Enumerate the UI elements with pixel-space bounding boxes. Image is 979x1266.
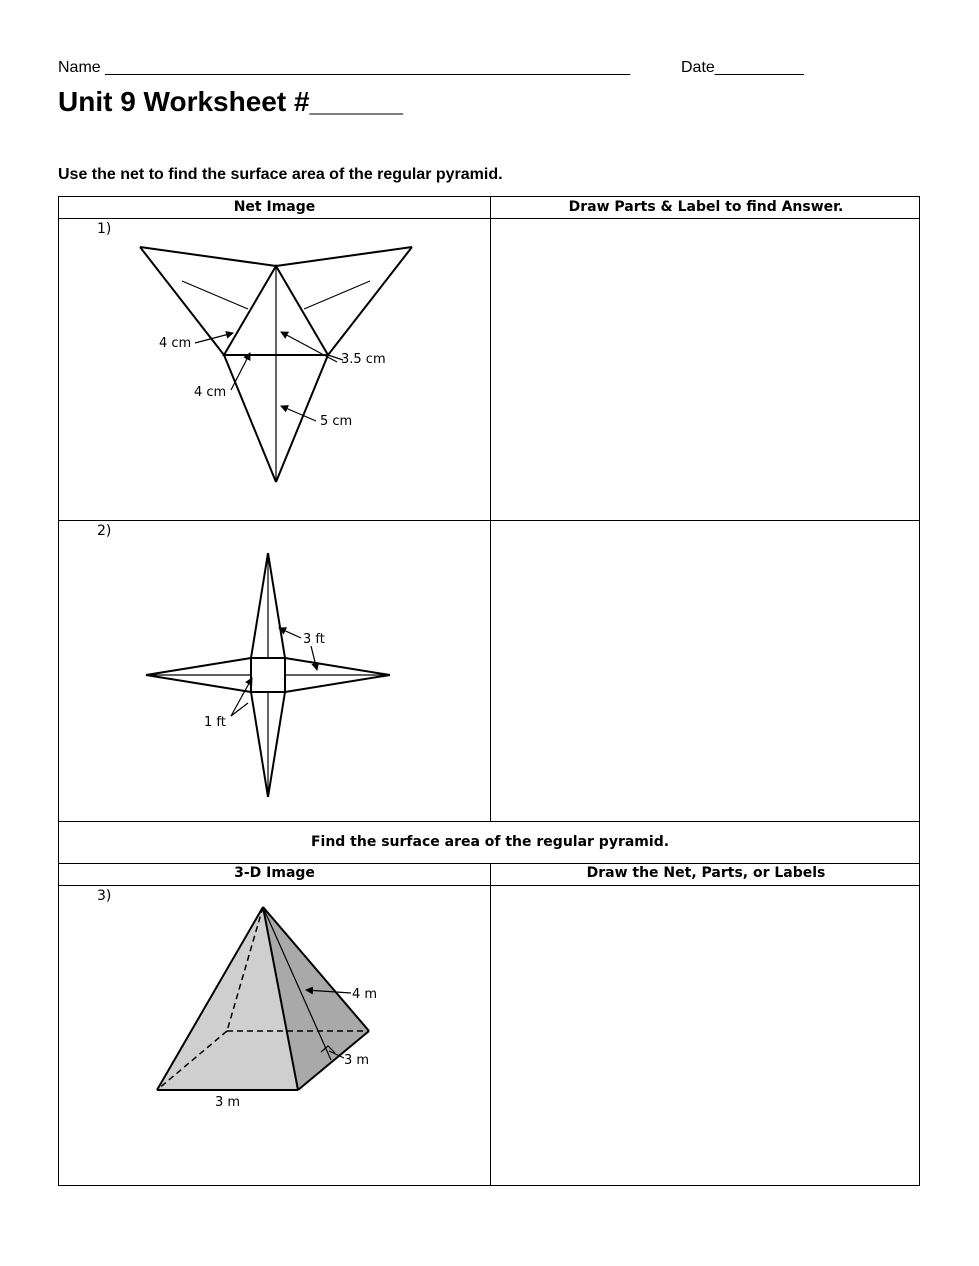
- column-header-draw-parts: Draw Parts & Label to find Answer.: [568, 199, 844, 215]
- triangular-pyramid-net-figure: [59, 219, 490, 520]
- figure-label: 4 m: [352, 987, 378, 1002]
- answer-area[interactable]: [491, 219, 921, 520]
- name-field[interactable]: Name ___________________________________________________________: [58, 59, 631, 76]
- date-field[interactable]: Date__________: [681, 59, 804, 76]
- figure-label: 5 cm: [320, 414, 353, 429]
- figure-label: 3.5 cm: [341, 352, 386, 367]
- figure-label: 3 ft: [303, 632, 325, 647]
- column-header-draw-net: Draw the Net, Parts, or Labels: [586, 865, 826, 881]
- column-header-net-image: Net Image: [233, 199, 316, 215]
- figure-label: 1 ft: [204, 715, 226, 730]
- column-header-3d-image: 3-D Image: [234, 865, 315, 881]
- worksheet-table: [58, 196, 920, 1186]
- table-divider: [59, 863, 919, 864]
- square-pyramid-net-figure: [59, 521, 490, 821]
- page-title: Unit 9 Worksheet #______: [58, 86, 403, 117]
- table-divider: [59, 821, 919, 822]
- figure-label: 4 cm: [194, 385, 227, 400]
- problem-number: 1): [97, 221, 112, 237]
- problem-number: 2): [97, 523, 112, 539]
- square-pyramid-3d-figure: [59, 886, 490, 1185]
- figure-label: 3 m: [215, 1095, 241, 1110]
- figure-label: 4 cm: [159, 336, 192, 351]
- answer-area[interactable]: [491, 886, 921, 1185]
- figure-label: 3 m: [344, 1053, 370, 1068]
- instruction-text: Use the net to find the surface area of the regular pyramid.: [58, 166, 503, 183]
- section-instruction: Find the surface area of the regular pyramid.: [310, 834, 670, 850]
- problem-number: 3): [97, 888, 112, 904]
- answer-area[interactable]: [491, 521, 921, 821]
